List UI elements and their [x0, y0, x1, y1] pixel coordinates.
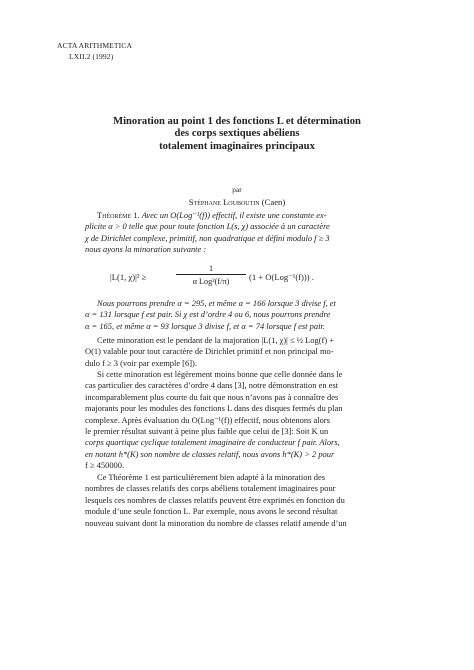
- paragraph-line: cas particulier des caractères d’ordre 4 dans [3], notre démonstration en est: [85, 380, 339, 391]
- paragraph-line: lesquels ces nombres de classes relatifs peuvent être exprimés en fonction du: [85, 494, 345, 505]
- formula-fraction: [176, 262, 246, 288]
- paper-title: [60, 116, 414, 153]
- paragraph-line: le premier résultat suivant à peine plus faible que celui de [3]: Soit K un: [85, 426, 329, 437]
- theorem-line: plicite α > 0 telle que pour toute fonction L(s, χ) associée à un caractère: [85, 221, 330, 232]
- paragraph-line: en notant h*(K) son nombre de classes relatif, nous avons h*(K) > 2 pour: [85, 448, 335, 459]
- journal-volume: LXII.2 (1992): [69, 52, 114, 61]
- paragraph-line: Si cette minoration est légèrement moins bonne que celle donnée dans le: [97, 369, 343, 379]
- paragraph-line: corps quartique cyclique totalement imaginaire de conducteur f pair. Alors,: [85, 437, 340, 448]
- paragraph-line: Cette minoration est le pendant de la majoration |L(1, χ)| ≤ ½ Log(f) +: [97, 335, 334, 345]
- paragraph-application: [85, 472, 389, 529]
- theorem-line: χ de Dirichlet complexe, primitif, non quadratique et défini modulo f ≥ 3: [85, 232, 330, 243]
- remark-line: α = 165, et même α = 93 lorsque 3 divise f, et α = 74 lorsque f est pair.: [85, 320, 325, 331]
- by-line: par: [232, 185, 242, 194]
- theorem-label: Théorème 1.: [97, 210, 140, 220]
- paragraph-line: f ≥ 450000.: [85, 460, 125, 471]
- paragraph-line: module d’une seule fonction L. Par exemple, nous avons le second résultat: [85, 506, 338, 517]
- paragraph-line: incomparablement plus courte du fait que nous n’avons pas à connaître des: [85, 391, 339, 402]
- title-line: Minoration au point 1 des fonctions L et détermination: [113, 116, 361, 127]
- paragraph-line: Ce Théorème 1 est particulièrement bien adapté à la minoration des: [97, 472, 326, 482]
- formula-numerator: 1: [176, 262, 246, 275]
- journal-header: [57, 40, 132, 62]
- theorem-line: nous ayons la minoration suivante :: [85, 244, 207, 255]
- title-line: des corps sextiques abéliens: [174, 128, 300, 140]
- paragraph-majoration: [85, 335, 389, 369]
- paragraph-line: majorants pour les modules des fonctions L dans des disques fermés du plan: [85, 403, 343, 414]
- author-affiliation: (Caen): [261, 197, 286, 207]
- formula-denominator: α Log²(f/π): [192, 277, 230, 286]
- theorem-text: Avec un O(Log⁻¹(f)) effectif, il existe une constante ex-: [141, 210, 327, 220]
- paragraph-comparison: [85, 369, 389, 472]
- paragraph-line: nombres de classes relatifs des corps abéliens totalement imaginaires pour: [85, 483, 336, 494]
- paragraph-line: complexe. Après évaluation du O(Log⁻¹(f)) effectif, nous obtenons alors: [85, 414, 330, 425]
- author-name: Stéphane Louboutin: [188, 197, 260, 207]
- paragraph-line: dulo f ≥ 3 (voir par exemple [6]).: [85, 357, 197, 368]
- formula-rhs: (1 + O(Log⁻¹(f))) .: [249, 272, 314, 282]
- journal-name: ACTA ARITHMETICA: [57, 41, 133, 50]
- theorem-statement: [85, 210, 389, 256]
- title-line: totalement imaginaires principaux: [159, 140, 315, 152]
- paragraph-line: O(1) valable pour tout caractère de Dirichlet primitif et non principal mo-: [85, 346, 334, 357]
- theorem-remark: [85, 298, 389, 332]
- author-line: [0, 197, 474, 207]
- paragraph-line: nouveau suivant dont la minoration du nombre de classes relatif amende d’un: [85, 517, 347, 528]
- display-formula: [110, 262, 370, 294]
- theorem-line: [85, 210, 389, 221]
- remark-line: α = 131 lorsque f est pair. Si χ est d’ordre 4 ou 6, nous pourrons prendre: [85, 309, 331, 320]
- formula-lhs: |L(1, χ)|² ≥: [110, 272, 147, 282]
- remark-line: Nous pourrons prendre α = 295, et même α = 166 lorsque 3 divise f, et: [97, 298, 336, 308]
